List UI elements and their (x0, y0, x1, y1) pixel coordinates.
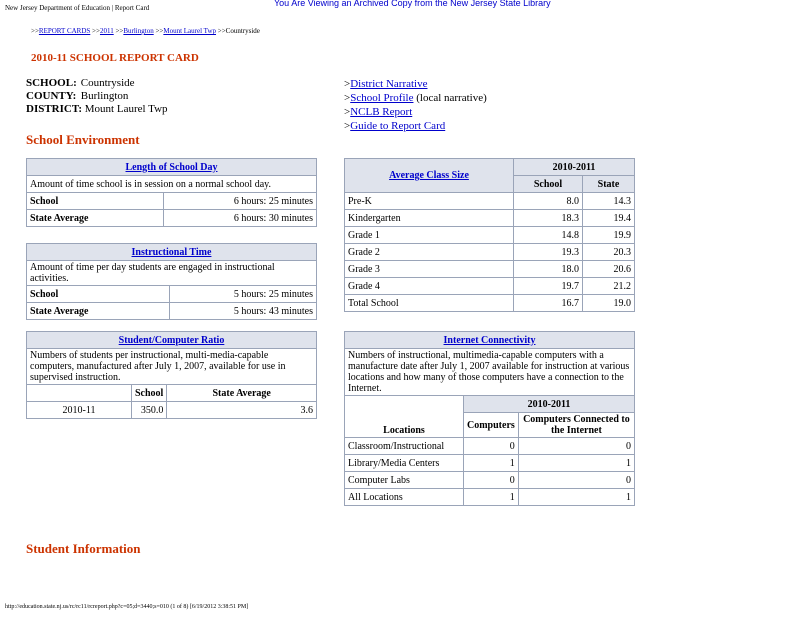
table-row (345, 278, 635, 295)
breadcrumb-2011[interactable]: 2011 (99, 27, 114, 35)
length-of-day-title (27, 159, 317, 176)
breadcrumb-report-cards[interactable]: REPORT CARDS (38, 27, 91, 35)
length-of-day-table (26, 158, 317, 227)
table-row (345, 193, 635, 210)
table-row (345, 489, 635, 506)
guide-link[interactable]: Guide to Report Card (350, 120, 446, 132)
section-school-environment: School Environment (26, 132, 140, 147)
instructional-time-link[interactable]: Instructional Time (131, 246, 212, 258)
breadcrumb-separator: >> (31, 27, 39, 35)
row-school-value: 8.0 (514, 193, 583, 210)
class-size-link[interactable]: Average Class Size (389, 170, 469, 181)
row-state-value: 3.6 (167, 402, 317, 419)
internet-link[interactable]: Internet Connectivity (443, 334, 536, 346)
table-row (27, 193, 317, 210)
row-computers: 1 (464, 489, 519, 506)
row-label: All Locations (345, 489, 464, 506)
row-computers: 0 (464, 472, 519, 489)
col-connected-header: Computers Connected to the Internet (518, 413, 634, 438)
school-info (26, 77, 168, 116)
class-size-table (344, 158, 635, 312)
table-row (27, 402, 317, 419)
col-school-header: School (132, 385, 167, 402)
row-state-value: 20.6 (583, 261, 635, 278)
row-value: 6 hours: 25 minutes (164, 193, 317, 210)
row-school-value: 16.7 (514, 295, 583, 312)
row-label: State Average (27, 303, 170, 320)
col-school-header: School (514, 176, 583, 193)
instructional-time-title (27, 244, 317, 261)
breadcrumb-separator: >> (155, 27, 164, 35)
breadcrumb-separator: >> (115, 27, 124, 35)
row-label: Total School (345, 295, 514, 312)
table-row (345, 227, 635, 244)
table-row (345, 472, 635, 489)
row-label: Library/Media Centers (345, 455, 464, 472)
row-school-value: 19.7 (514, 278, 583, 295)
table-row (345, 210, 635, 227)
table-row (27, 303, 317, 320)
row-state-value: 14.3 (583, 193, 635, 210)
row-school-value: 14.8 (514, 227, 583, 244)
district-narrative-link[interactable]: District Narrative (350, 78, 428, 90)
row-school-value: 19.3 (514, 244, 583, 261)
instructional-time-table (26, 243, 317, 320)
row-connected: 0 (518, 438, 634, 455)
computer-ratio-description: Numbers of students per instructional, multi-media-capable computers, manufactured after July 1, 2007, available for use in supervised instruction. (27, 349, 317, 385)
row-value: 5 hours: 25 minutes (170, 286, 317, 303)
page-footer-url: http://education.state.nj.us/rc/rc11/rcreport.php?c=05;d=3440;s=010 (1 of 8) [6/19/2012 3:38:51 PM] (5, 604, 249, 610)
row-state-value: 21.2 (583, 278, 635, 295)
breadcrumb-current: Countryside (225, 27, 260, 35)
instructional-time-description: Amount of time per day students are engaged in instructional activities. (27, 261, 317, 286)
length-of-day-description: Amount of time school is in session on a normal school day. (27, 176, 317, 193)
internet-description: Numbers of instructional, multimedia-capable computers with a manufacture date after July 1, 2007 available for instruction at various locations and how many of those computers have a connection to the Internet. (345, 349, 635, 396)
row-label: School (27, 286, 170, 303)
breadcrumb-separator: >> (217, 27, 226, 35)
row-state-value: 19.0 (583, 295, 635, 312)
row-label: State Average (27, 210, 164, 227)
school-name: Countryside (80, 77, 135, 89)
report-links: >District Narrative >School Profile (local narrative) >NCLB Report >Guide to Report Card (344, 78, 487, 132)
row-value: 6 hours: 30 minutes (164, 210, 317, 227)
col-state-header: State (583, 176, 635, 193)
class-size-year: 2010-2011 (514, 159, 635, 176)
row-label: Pre-K (345, 193, 514, 210)
col-locations-header: Locations (345, 396, 464, 438)
row-label: Grade 1 (345, 227, 514, 244)
row-school-value: 350.0 (132, 402, 167, 419)
row-label: Grade 3 (345, 261, 514, 278)
breadcrumb-county[interactable]: Burlington (123, 27, 154, 35)
computer-ratio-link[interactable]: Student/Computer Ratio (118, 334, 225, 346)
district-name: Mount Laurel Twp (84, 103, 168, 115)
table-row (345, 455, 635, 472)
breadcrumb-district[interactable]: Mount Laurel Twp (163, 27, 217, 35)
section-student-information: Student Information (26, 541, 141, 556)
row-state-value: 19.4 (583, 210, 635, 227)
table-row (27, 286, 317, 303)
row-label: School (27, 193, 164, 210)
row-label: Grade 4 (345, 278, 514, 295)
school-label: SCHOOL: (26, 77, 77, 89)
row-computers: 0 (464, 438, 519, 455)
row-label: Computer Labs (345, 472, 464, 489)
row-state-value: 20.3 (583, 244, 635, 261)
school-profile-link[interactable]: School Profile (350, 92, 414, 104)
col-state-header: State Average (167, 385, 317, 402)
row-year: 2010-11 (27, 402, 132, 419)
table-row (27, 210, 317, 227)
school-profile-note: (local narrative) (416, 92, 487, 104)
row-connected: 1 (518, 455, 634, 472)
county-label: COUNTY: (26, 90, 77, 102)
computer-ratio-title (27, 332, 317, 349)
row-label: Grade 2 (345, 244, 514, 261)
report-card-title: 2010-11 SCHOOL REPORT CARD (31, 52, 199, 64)
page-header-title: New Jersey Department of Education | Report Card (5, 4, 150, 12)
county-name: Burlington (80, 90, 129, 102)
row-value: 5 hours: 43 minutes (170, 303, 317, 320)
computer-ratio-table (26, 331, 317, 419)
row-state-value: 19.9 (583, 227, 635, 244)
internet-connectivity-table (344, 331, 635, 506)
row-school-value: 18.0 (514, 261, 583, 278)
col-computers-header: Computers (464, 413, 519, 438)
blank-header-cell (27, 385, 132, 402)
row-connected: 0 (518, 472, 634, 489)
table-row (345, 295, 635, 312)
internet-title (345, 332, 635, 349)
row-label: Classroom/Instructional (345, 438, 464, 455)
table-row (345, 261, 635, 278)
nclb-report-link[interactable]: NCLB Report (350, 106, 413, 118)
row-school-value: 18.3 (514, 210, 583, 227)
row-computers: 1 (464, 455, 519, 472)
length-of-day-link[interactable]: Length of School Day (125, 161, 218, 173)
table-row (345, 438, 635, 455)
row-label: Kindergarten (345, 210, 514, 227)
table-row (345, 244, 635, 261)
class-size-title (345, 159, 514, 193)
row-connected: 1 (518, 489, 634, 506)
district-label: DISTRICT: (26, 103, 83, 115)
breadcrumb (31, 27, 260, 35)
breadcrumb-separator: >> (92, 27, 100, 35)
archive-notice: You Are Viewing an Archived Copy from the New Jersey State Library (274, 0, 551, 8)
internet-year: 2010-2011 (464, 396, 635, 413)
